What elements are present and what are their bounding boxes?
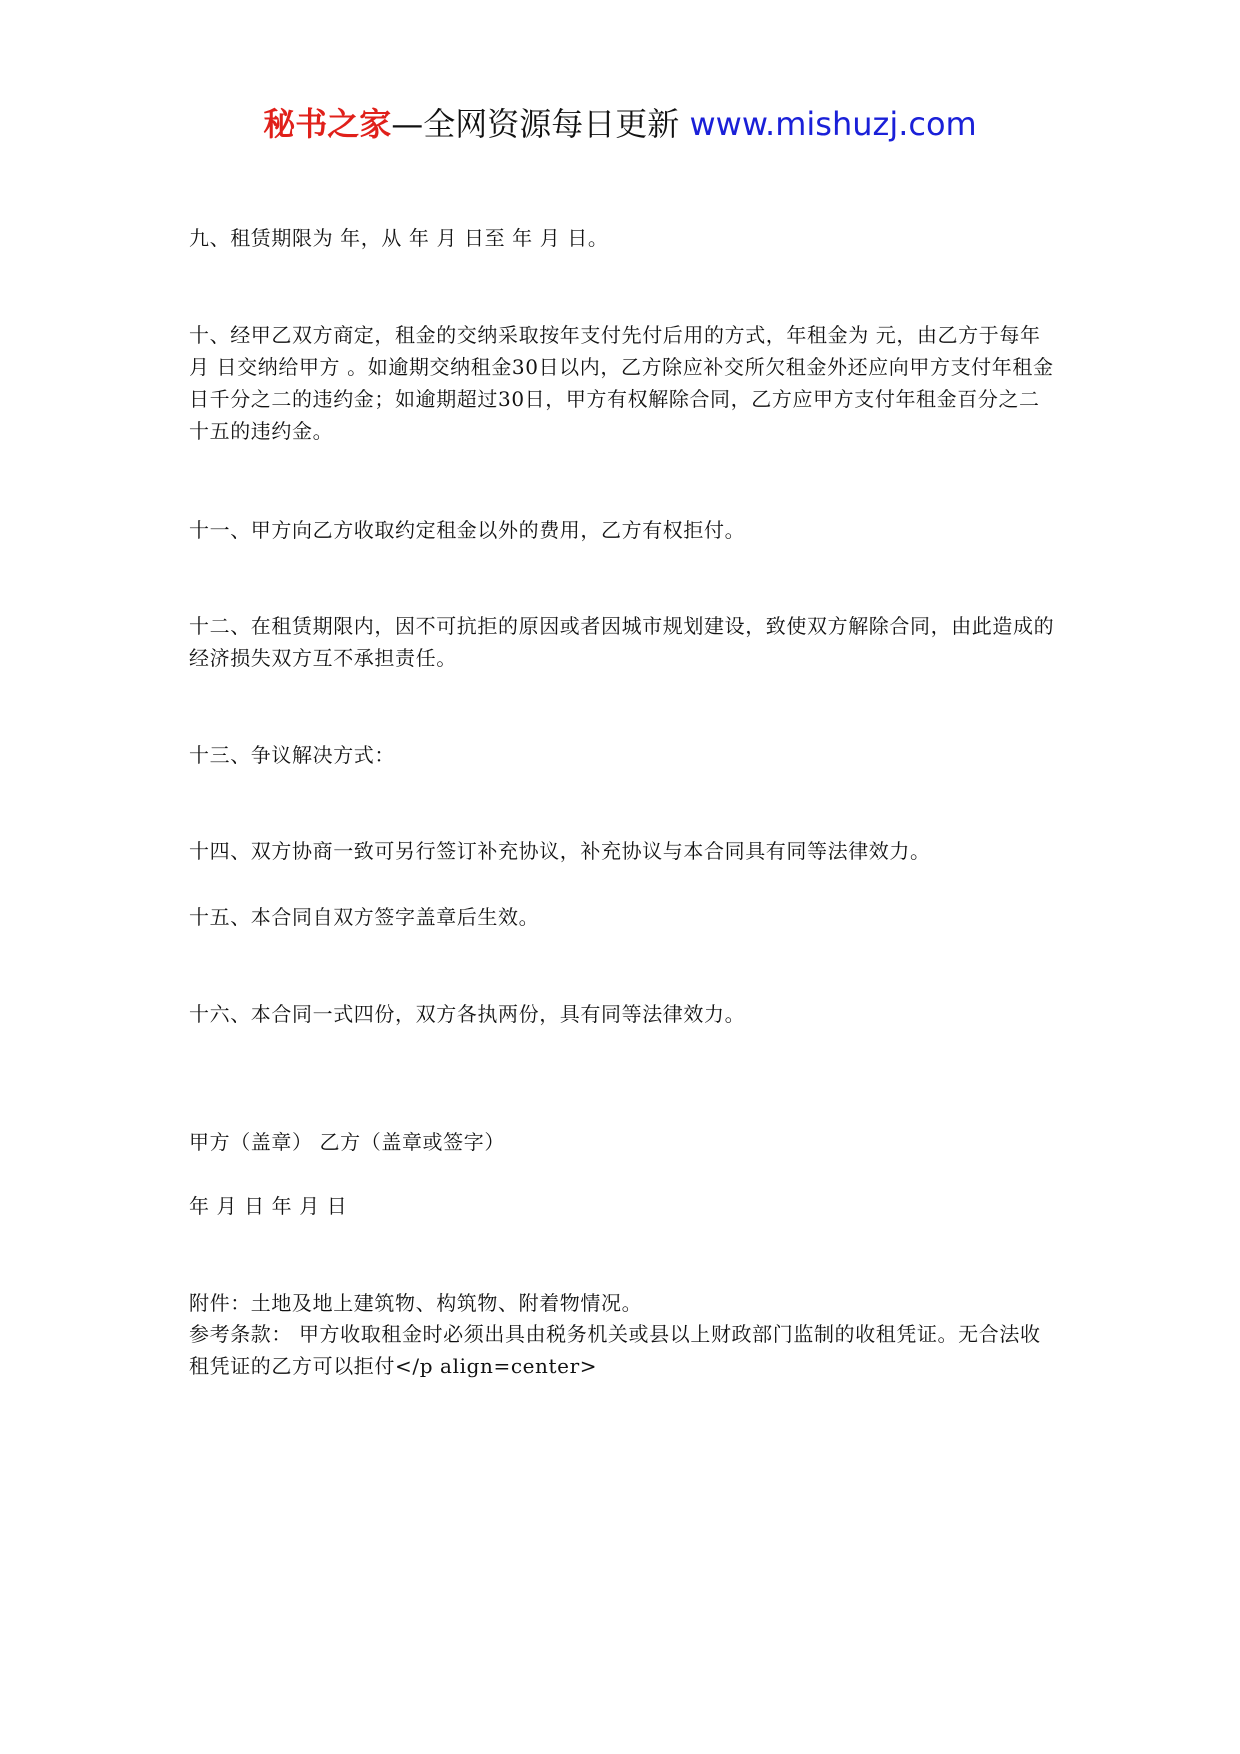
clause-11: 十一、甲方向乙方收取约定租金以外的费用，乙方有权拒付。 [189, 518, 746, 542]
site-url[interactable]: www.mishuzj.com [689, 105, 977, 143]
clause-13: 十三、争议解决方式： [189, 743, 395, 767]
site-header [0, 100, 1240, 148]
clause-12: 十二、在租赁期限内，因不可抗拒的原因或者因城市规划建设，致使双方解除合同，由此造成的经济损失双方互不承担责任。 [189, 614, 1055, 670]
reference-clause: 参考条款： 甲方收取租金时必须出具由税务机关或县以上财政部门监制的收租凭证。无合法收租凭证的乙方可以拒付</p align=center> [189, 1322, 1041, 1378]
clause-16: 十六、本合同一式四份，双方各执两份，具有同等法律效力。 [189, 1002, 746, 1026]
signature-parties: 甲方（盖章） 乙方（盖章或签字） [189, 1130, 505, 1154]
clause-10: 十、经甲乙双方商定，租金的交纳采取按年支付先付后用的方式，年租金为 元，由乙方于每年 月 日交纳给甲方 。如逾期交纳租金30日以内，乙方除应补交所欠租金外还应向甲方支付年租金日千分之二的违约金；如逾期超过30日，甲方有权解除合同，乙方应甲方支付年租金百分之二十五的违约金。 [189, 323, 1054, 443]
clause-9: 九、租赁期限为 年，从 年 月 日至 年 月 日。 [189, 226, 609, 250]
signature-dates: 年 月 日 年 月 日 [189, 1194, 348, 1218]
clause-15: 十五、本合同自双方签字盖章后生效。 [189, 905, 540, 929]
site-brand: 秘书之家 [263, 105, 392, 143]
clause-14: 十四、双方协商一致可另行签订补充协议，补充协议与本合同具有同等法律效力。 [189, 839, 931, 863]
attachment-note: 附件：土地及地上建筑物、构筑物、附着物情况。 [189, 1291, 643, 1315]
site-tagline: —全网资源每日更新 [391, 105, 680, 143]
